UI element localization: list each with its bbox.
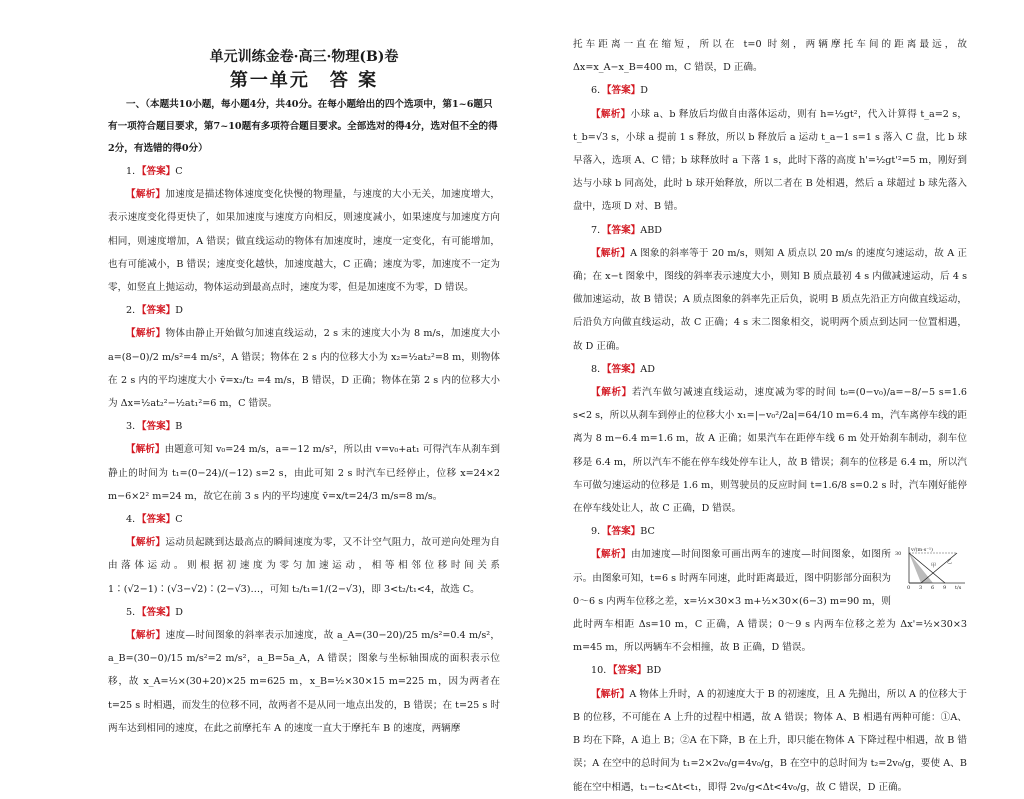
velocity-time-figure bbox=[895, 545, 967, 591]
x-tick-9: 9 bbox=[943, 585, 947, 592]
answer-line-q4: 4．【答案】C bbox=[126, 514, 183, 526]
answer-line-q8: 8．【答案】AD bbox=[591, 363, 655, 375]
answer-line-q6: 6．【答案】D bbox=[591, 85, 648, 97]
answer-line-q5: 5．【答案】D bbox=[126, 606, 183, 618]
x-tick-6: 6 bbox=[931, 585, 935, 592]
analysis-q3: 【解析】由题意可知 v₀=24 m/s，a=−12 m/s²，所以由 v=v₀+at₁ 可得汽车从刹车到静止的时间为 t₁=(0−24)/(−12) s=2 s，由此可知 2 s 时汽车已经停止，位移 x=24×2 m−6×2² m=24 m，故它在前 3 s 内的平均速度 v̄=x/t=24/3 m/s=8 m/s。 bbox=[108, 444, 500, 502]
analysis-q10: 【解析】A 物体上升时，A 的初速度大于 B 的初速度，且 A 先抛出，所以 A 的位移大于 B 的位移，不可能在 A 上升的过程中相遇，故 A 错误；物体 A、B 相遇有两种可能：①A、B 均在下降，A 追上 B；②A 在下降，B 在上升，即只能在物体 A 下降过程中相遇，故 B 错误；A 在空中的总时间为 t₁=2×2v₀/g=4v₀/g，B 在空中的总时间为 t₂=2v₀/g，要使 A、B 能在空中相遇，t₁−t₂<Δt<t₁，即得 2v₀/g<Δt<4v₀/g，故 C 错误，D 正确。 bbox=[573, 688, 967, 793]
analysis-q7: 【解析】A 图象的斜率等于 20 m/s，则知 A 质点以 20 m/s 的速度匀速运动，故 A 正确；在 x−t 图象中，图线的斜率表示速度大小，则知 B 质点最初 4 s 内做减速运动，后 4 s 做加速运动，故 B 错误；A 质点图象的斜率先正后负，说明 B 质点先沿正方向做直线运动，后沿负方向做直线运动，故 C 正确；4 s 末二图象相交，说明两个质点到达同一位置相遇，故 D 正确。 bbox=[573, 247, 968, 352]
x-tick-3: 3 bbox=[919, 585, 923, 592]
analysis-q5: 【解析】速度—时间图象的斜率表示加速度，故 a_A=(30−20)/25 m/s²=0.4 m/s²，a_B=(30−0)/15 m/s²=2 m/s²，a_B=5a_A，A 错误；图象与坐标轴围成的面积表示位移，故 x_A=½×(30+20)×25 m=625 m，x_B=½×30×15 m=225 m，因为两者在 t=25 s 时相遇，而发生的位移不同，故两者不是从同一地点出发的，B 错误；在 t=25 s 时两车达到相同的速度，在此之前摩托车 A 的速度一直大于摩托车 B 的速度，两辆摩 bbox=[108, 630, 500, 734]
answer-line-q7: 7．【答案】ABD bbox=[591, 224, 662, 236]
analysis-q4: 【解析】运动员起跳到达最高点的瞬间速度为零，又不计空气阻力，故可逆向处理为自由落体运动。则根据初速度为零匀加速运动，相等相邻位移时间关系 1∶(√2−1)∶(√3−√2)∶(2−√3)…，可知 t₂/t₁=1/(2−√3)，即 3<t₂/t₁<4，故选 C。 bbox=[108, 537, 501, 595]
y-tick-30: 30 bbox=[895, 551, 902, 558]
line-label-jia: 甲 bbox=[931, 563, 937, 570]
answer-line-q10: 10．【答案】BD bbox=[591, 665, 662, 677]
answer-line-q2: 2．【答案】D bbox=[126, 305, 183, 317]
answer-line-q3: 3．【答案】B bbox=[126, 421, 183, 433]
x-axis-label: t/s bbox=[955, 585, 962, 592]
left-column bbox=[108, 0, 500, 740]
analysis-q9: 30 0 3 6 9 v/(m·s⁻¹) t/s 甲 乙 【解析】由加速度—时间图象可画出两车的速度—时间图象，如图所示。由图象可知，t=6 s 时两车同速，此时距离最近，图中阴影部分面积为 0～6 s 内两车位移之差，x=½×30×3 m+½×30×(6−3) m=90 m，则此时两车相距 Δs=10 m，C 正确，A 错误；0～9 s 内两车位移之差为 Δx'=½×30×3 m=45 m，所以两辆车不会相撞，故 B 正确，D 错误。 bbox=[573, 547, 967, 654]
x-tick-0: 0 bbox=[907, 585, 911, 592]
page-title: 单元训练金卷·高三·物理(B)卷 bbox=[209, 49, 399, 65]
y-axis-label: v/(m·s⁻¹) bbox=[911, 547, 933, 554]
section-instructions: 一、（本题共10小题，每小题4分，共40分。在每小题给出的四个选项中，第1~6题只有一项符合题目要求，第7~10题有多项符合题目要求。全部选对的得4分，选对但不全的得2分，有选错的得0分） bbox=[108, 99, 498, 154]
analysis-q8: 【解析】若汽车做匀减速直线运动，速度减为零的时间 t₀=(0−v₀)/a=−8/−5 s=1.6 s<2 s，所以从刹车到停止的位移大小 x₁=|−v₀²/2a|=64/10 m=6.4 m，汽车离停车线的距离为 8 m−6.4 m=1.6 m，故 A 正确；如果汽车在距停车线 6 m 处开始刹车制动，刹车位移是 6.4 m，所以汽车不能在停车线处停车让人，故 B 错误；刹车的位移是 6.4 m，所以汽车可做匀速运动的位移是 1.6 m，则驾驶员的反应时间 t=1.6/8 s=0.2 s 时，汽车刚好能停在停车线处让人，故 C 正确，D 错误。 bbox=[573, 387, 968, 515]
answer-line-q9: 9．【答案】BC bbox=[591, 526, 655, 538]
analysis-q5-continued: 托车距离一直在缩短，所以在 t=0 时刻，两辆摩托车间的距离最远，故 Δx=x_A−x_B=400 m，C 错误，D 正确。 bbox=[573, 39, 967, 74]
analysis-q6: 【解析】小球 a、b 释放后均做自由落体运动，则有 h=½gt²，代入计算得 t_a=2 s，t_b=√3 s，小球 a 提前 1 s 释放，所以 b 释放后 a 运动 t_a−1 s=1 s 落入 C 盘，比 b 球早落入，选项 A、C 错；b 球释放时 a 下落 1 s，此时下落的高度 h'=½gt'²=5 m，刚好到达与小球 b 同高处，此时 b 球开始释放，所以二者在 B 处相遇，然后 a 球超过 b 球先落入盘中，选项 D 对、B 错。 bbox=[573, 108, 968, 213]
right-column bbox=[573, 0, 967, 799]
vt-graph-svg bbox=[895, 545, 967, 591]
page-subtitle: 第一单元 答 案 bbox=[229, 70, 379, 91]
analysis-q2: 【解析】物体由静止开始做匀加速直线运动，2 s 末的速度大小为 8 m/s，加速度大小 a=(8−0)/2 m/s²=4 m/s²，A 错误；物体在 2 s 内的位移大小为 x₂=½at₂²=8 m，则物体在 2 s 内的平均速度大小 v̄=x₂/t₂ =4 m/s，B 错误，D 正确；物体在第 2 s 内的位移大小为 Δx=½at₂²−½at₁²=6 m，C 错误。 bbox=[108, 328, 500, 410]
line-label-yi: 乙 bbox=[947, 559, 953, 566]
answer-line-q1: 1．【答案】C bbox=[126, 166, 183, 177]
shaded-area bbox=[909, 553, 933, 583]
analysis-q1: 【解析】加速度是描述物体速度变化快慢的物理量，与速度的大小无关，加速度增大，表示速度变化得更快了，如果加速度与速度方向相反，则速度减小，如果速度与加速度方向相同，则速度增加，A 错误；做直线运动的物体有加速度时，速度一定变化，有可能增加，也有可能减小，B 错误；速度变化越快，加速度越大，C 正确；速度为零，加速度不一定为零，如竖直上抛运动，物体运动到最高点时，速度为零，但是加速度不为零，D 错误。 bbox=[108, 189, 501, 294]
